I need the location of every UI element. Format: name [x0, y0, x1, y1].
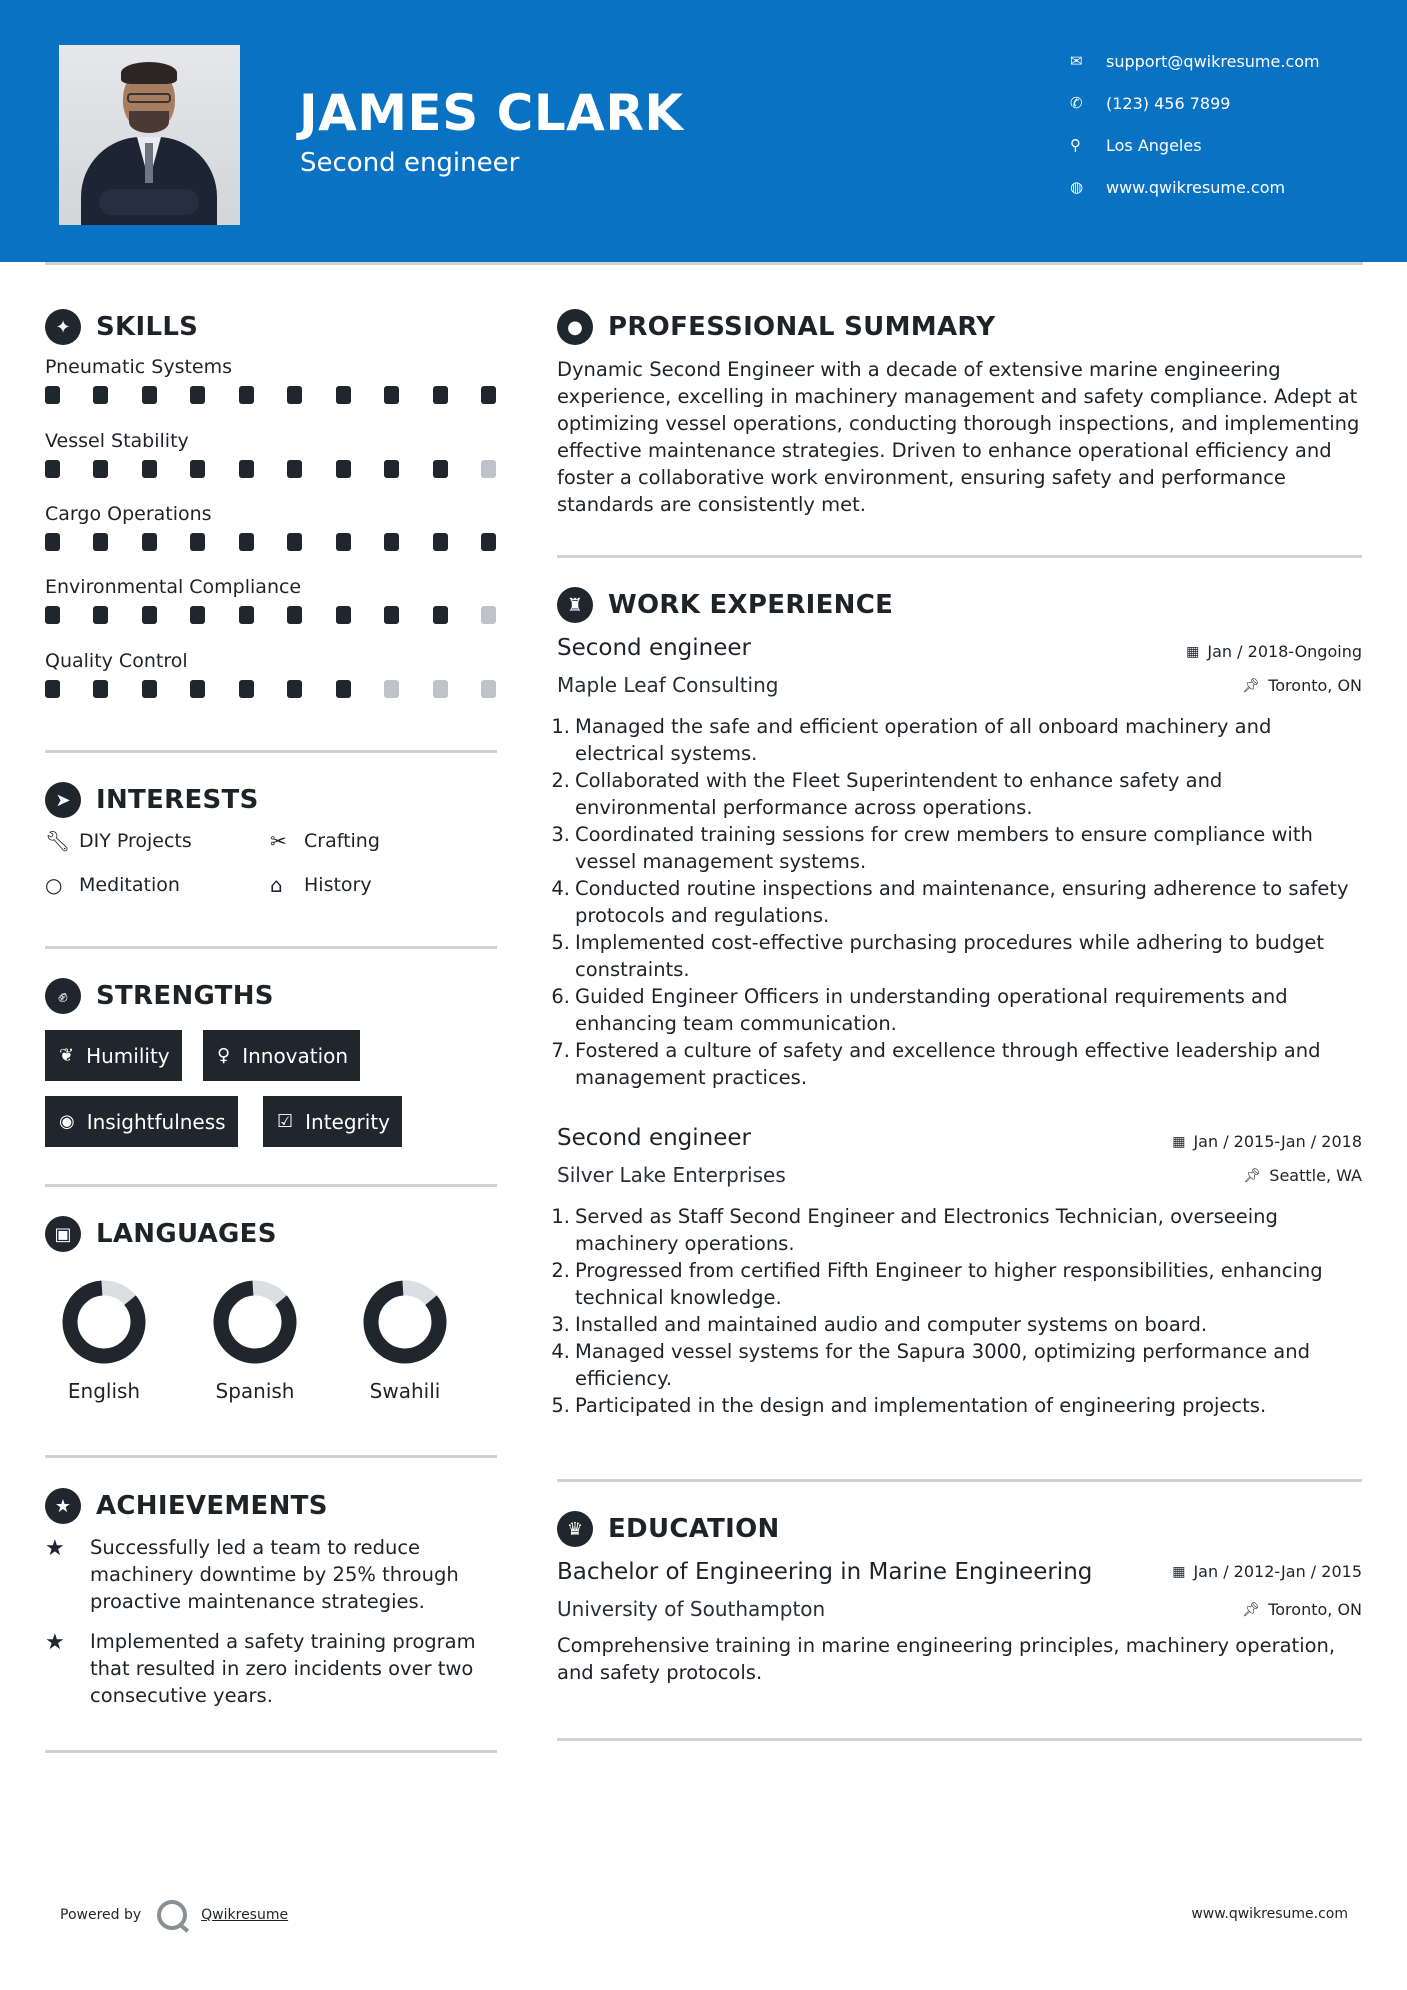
interest-item: ○ Meditation	[45, 873, 180, 897]
education-heading: ♛ EDUCATION	[557, 1511, 780, 1547]
skill-item	[45, 650, 497, 704]
pushpin-icon: 📌︎	[1242, 677, 1261, 694]
school-name: University of Southampton	[557, 1597, 826, 1621]
language-level-donut	[362, 1279, 448, 1365]
list-item	[550, 1257, 1362, 1311]
circle-icon: ○	[45, 873, 63, 897]
rating-dot	[45, 386, 60, 404]
user-icon: ●	[557, 309, 593, 345]
list-number: 5.	[551, 931, 570, 954]
skill-rating	[45, 680, 497, 704]
rating-dot	[433, 460, 448, 478]
summary-text: Dynamic Second Engineer with a decade of extensive marine engineering experience, excelling in machinery management and safety compliance. Adept at optimizing vessel operations, conducting thorough inspections, and implementing effective maintenance strategies. Driven to enhance operational efficiency and foster a collaborative work environment, ensuring safety and performance standards are consistently met.	[557, 358, 1360, 516]
rating-dot	[481, 533, 496, 551]
rating-dot	[239, 680, 254, 698]
achievement-item: ★ Successfully led a team to reduce machinery downtime by 25% through proactive maintenance strategies.	[45, 1536, 459, 1613]
list-item	[550, 929, 1362, 983]
language-name: Spanish	[215, 1379, 295, 1403]
list-number: 3.	[551, 823, 570, 846]
strength-tag: ♀ Innovation	[203, 1030, 360, 1081]
job-bullet-list	[550, 713, 1362, 1091]
list-number: 1.	[551, 715, 570, 738]
rating-dot	[287, 606, 302, 624]
qwikresume-logo-icon	[157, 1900, 187, 1930]
interest-item: 🔧︎ DIY Projects	[45, 829, 192, 853]
degree-title: Bachelor of Engineering in Marine Engineering	[557, 1559, 1093, 1585]
job-location: 📌︎ Toronto, ON	[1242, 676, 1362, 695]
shooting-star-icon: ★	[45, 1630, 65, 1655]
pushpin-icon: 📌︎	[1243, 1167, 1262, 1184]
skill-item	[45, 430, 497, 484]
rating-dot	[433, 533, 448, 551]
section-divider	[557, 1479, 1362, 1482]
language-card-icon: ▣	[45, 1216, 81, 1252]
rating-dot	[336, 606, 351, 624]
rating-dot	[190, 460, 205, 478]
contact-list	[1070, 40, 1320, 208]
strength-tag: ☑ Integrity	[263, 1096, 402, 1147]
rating-dot	[384, 460, 399, 478]
rating-dot	[433, 386, 448, 404]
candidate-name: JAMES CLARK	[299, 84, 684, 142]
skills-heading: ✦ SKILLS	[45, 309, 198, 345]
rating-dot	[287, 533, 302, 551]
list-item	[550, 713, 1362, 767]
interest-item: ⌂ History	[270, 873, 372, 897]
rating-dot	[384, 386, 399, 404]
rating-dot	[481, 680, 496, 698]
rating-dot	[384, 533, 399, 551]
rating-dot	[93, 680, 108, 698]
list-number: 1.	[551, 1205, 570, 1228]
contact-website[interactable]: ◍ www.qwikresume.com	[1070, 177, 1286, 197]
rating-dot	[190, 680, 205, 698]
skill-name: Vessel Stability	[45, 430, 189, 452]
rating-dot	[336, 680, 351, 698]
wrench-icon: 🔧︎	[45, 829, 71, 853]
rating-dot	[239, 386, 254, 404]
checkbox-icon: ☑	[277, 1111, 294, 1132]
rating-dot	[190, 386, 205, 404]
calendar-icon: ▦	[1172, 1133, 1186, 1150]
language-item	[44, 1279, 164, 1403]
list-number: 7.	[551, 1039, 570, 1062]
job-dates: ▦ Jan / 2015-Jan / 2018	[1172, 1132, 1362, 1151]
graduate-icon: ♛	[557, 1511, 593, 1547]
calendar-icon: ▦	[1186, 643, 1200, 660]
section-divider	[45, 1750, 497, 1753]
rating-dot	[93, 460, 108, 478]
list-number: 2.	[551, 769, 570, 792]
skill-rating	[45, 606, 497, 630]
list-item-text: Participated in the design and implementation of engineering projects.	[575, 1394, 1267, 1417]
interest-item: ✂ Crafting	[270, 829, 380, 853]
rating-dot	[239, 533, 254, 551]
education-description: Comprehensive training in marine engineering principles, machinery operation, and safety protocols.	[557, 1634, 1336, 1684]
phone-icon: ✆	[1070, 94, 1083, 112]
list-number: 4.	[551, 1340, 570, 1363]
skill-name: Quality Control	[45, 650, 188, 672]
paper-plane-icon: ➤	[45, 782, 81, 818]
header-divider	[45, 262, 1363, 265]
rating-dot	[336, 460, 351, 478]
skill-rating	[45, 460, 497, 484]
list-item	[550, 983, 1362, 1037]
rating-dot	[239, 460, 254, 478]
resume-header	[0, 0, 1407, 262]
job-dates: ▦ Jan / 2018-Ongoing	[1186, 642, 1362, 661]
rating-dot	[384, 606, 399, 624]
job-title: Second engineer	[557, 635, 752, 661]
shooting-star-icon: ★	[45, 1536, 65, 1561]
skill-rating	[45, 386, 497, 410]
section-divider	[45, 946, 497, 949]
list-item	[550, 767, 1362, 821]
job-location: 📌︎ Seattle, WA	[1243, 1166, 1362, 1185]
list-number: 4.	[551, 877, 570, 900]
lightbulb-icon: ✦	[45, 309, 81, 345]
envelope-icon: ✉	[1070, 52, 1083, 70]
footer-brand-link[interactable]: Qwikresume	[201, 1907, 289, 1923]
skill-rating	[45, 533, 497, 557]
strength-tag: ❦ Humility	[45, 1030, 182, 1081]
skill-item	[45, 356, 497, 410]
list-item	[550, 1203, 1362, 1257]
job-company: Maple Leaf Consulting	[557, 673, 779, 697]
star-badge-icon: ★	[45, 1488, 81, 1524]
profile-photo	[59, 45, 240, 225]
list-item-text: Managed vessel systems for the Sapura 3000, optimizing performance and efficiency.	[575, 1340, 1310, 1390]
list-item	[550, 1392, 1362, 1419]
language-item	[345, 1279, 465, 1403]
globe-icon: ◍	[1070, 178, 1084, 196]
footer-powered-by: Powered by Qwikresume	[60, 1900, 288, 1930]
language-level-donut	[61, 1279, 147, 1365]
list-item	[550, 1311, 1362, 1338]
museum-icon: ⌂	[270, 873, 283, 897]
job-company: Silver Lake Enterprises	[557, 1163, 786, 1187]
rating-dot	[45, 680, 60, 698]
skill-name: Environmental Compliance	[45, 576, 302, 598]
list-number: 5.	[551, 1394, 570, 1417]
rating-dot	[433, 680, 448, 698]
contact-phone[interactable]: ✆ (123) 456 7899	[1070, 93, 1231, 113]
rating-dot	[45, 533, 60, 551]
strength-tag: ◉ Insightfulness	[45, 1096, 238, 1147]
list-item	[550, 1037, 1362, 1091]
list-item	[550, 1338, 1362, 1392]
language-item	[195, 1279, 315, 1403]
rating-dot	[287, 460, 302, 478]
contact-location: ⚲ Los Angeles	[1070, 135, 1202, 155]
rating-dot	[384, 680, 399, 698]
skill-name: Cargo Operations	[45, 503, 212, 525]
contact-email[interactable]: ✉ support@qwikresume.com	[1070, 51, 1320, 71]
strengths-heading: ✊︎ STRENGTHS	[45, 978, 274, 1014]
rating-dot	[287, 386, 302, 404]
list-number: 2.	[551, 1259, 570, 1282]
rating-dot	[336, 533, 351, 551]
section-divider	[45, 1455, 497, 1458]
skill-item	[45, 576, 497, 630]
summary-heading: ● PROFESSIONAL SUMMARY	[557, 309, 995, 345]
language-level-donut	[212, 1279, 298, 1365]
rating-dot	[287, 680, 302, 698]
rating-dot	[239, 606, 254, 624]
rating-dot	[93, 386, 108, 404]
list-number: 3.	[551, 1313, 570, 1336]
education-location: 📌︎ Toronto, ON	[1242, 1600, 1362, 1619]
job-bullet-list	[550, 1203, 1362, 1419]
scissors-icon: ✂	[270, 829, 287, 853]
education-dates: ▦ Jan / 2012-Jan / 2015	[1172, 1562, 1362, 1581]
fist-icon: ✊︎	[45, 978, 81, 1014]
rating-dot	[45, 460, 60, 478]
skill-name: Pneumatic Systems	[45, 356, 233, 378]
rating-dot	[481, 606, 496, 624]
candidate-role: Second engineer	[300, 148, 520, 178]
rating-dot	[433, 606, 448, 624]
experience-heading: ♜ WORK EXPERIENCE	[557, 587, 893, 623]
skill-item	[45, 503, 497, 557]
list-item-text: Guided Engineer Officers in understanding operational requirements and enhancing team communication.	[575, 985, 1288, 1035]
list-item-text: Implemented cost-effective purchasing procedures while adhering to budget constraints.	[575, 931, 1325, 981]
rating-dot	[93, 533, 108, 551]
rating-dot	[93, 606, 108, 624]
rating-dot	[142, 680, 157, 698]
language-name: Swahili	[369, 1379, 441, 1403]
list-item-text: Collaborated with the Fleet Superintendent to enhance safety and environmental performance across operations.	[575, 769, 1223, 819]
list-item-text: Conducted routine inspections and maintenance, ensuring adherence to safety protocols and regulations.	[575, 877, 1349, 927]
calendar-icon: ▦	[1172, 1563, 1186, 1580]
eye-icon: ◉	[59, 1111, 75, 1132]
list-item-text: Coordinated training sessions for crew members to ensure compliance with vessel management systems.	[575, 823, 1313, 873]
leaf-icon: ❦	[59, 1045, 75, 1066]
list-item-text: Installed and maintained audio and computer systems on board.	[575, 1313, 1208, 1336]
rating-dot	[142, 533, 157, 551]
list-item-text: Managed the safe and efficient operation of all onboard machinery and electrical systems.	[575, 715, 1272, 765]
section-divider	[45, 750, 497, 753]
list-item-text: Progressed from certified Fifth Engineer to higher responsibilities, enhancing technical knowledge.	[575, 1259, 1323, 1309]
language-name: English	[67, 1379, 141, 1403]
rating-dot	[481, 460, 496, 478]
rating-dot	[481, 386, 496, 404]
rating-dot	[142, 606, 157, 624]
interests-heading: ➤ INTERESTS	[45, 782, 259, 818]
languages-heading: ▣ LANGUAGES	[45, 1216, 277, 1252]
office-chair-icon: ♜	[557, 587, 593, 623]
list-item-text: Served as Staff Second Engineer and Electronics Technician, overseeing machinery operations.	[575, 1205, 1278, 1255]
list-item	[550, 875, 1362, 929]
footer-website-link[interactable]: www.qwikresume.com	[1191, 1906, 1348, 1922]
rating-dot	[142, 386, 157, 404]
section-divider	[557, 555, 1362, 558]
rating-dot	[336, 386, 351, 404]
rating-dot	[142, 460, 157, 478]
list-item	[550, 821, 1362, 875]
lightbulb-icon: ♀	[217, 1045, 231, 1066]
section-divider	[45, 1184, 497, 1187]
achievements-heading: ★ ACHIEVEMENTS	[45, 1488, 328, 1524]
pushpin-icon: 📌︎	[1242, 1601, 1261, 1618]
rating-dot	[45, 606, 60, 624]
list-number: 6.	[551, 985, 570, 1008]
job-title: Second engineer	[557, 1125, 752, 1151]
rating-dot	[190, 533, 205, 551]
list-item-text: Fostered a culture of safety and excellence through effective leadership and management practices.	[575, 1039, 1321, 1089]
rating-dot	[190, 606, 205, 624]
section-divider	[557, 1738, 1362, 1741]
achievement-item: ★ Implemented a safety training program that resulted in zero incidents over two consecutive years.	[45, 1630, 476, 1707]
map-pin-icon: ⚲	[1070, 136, 1081, 154]
